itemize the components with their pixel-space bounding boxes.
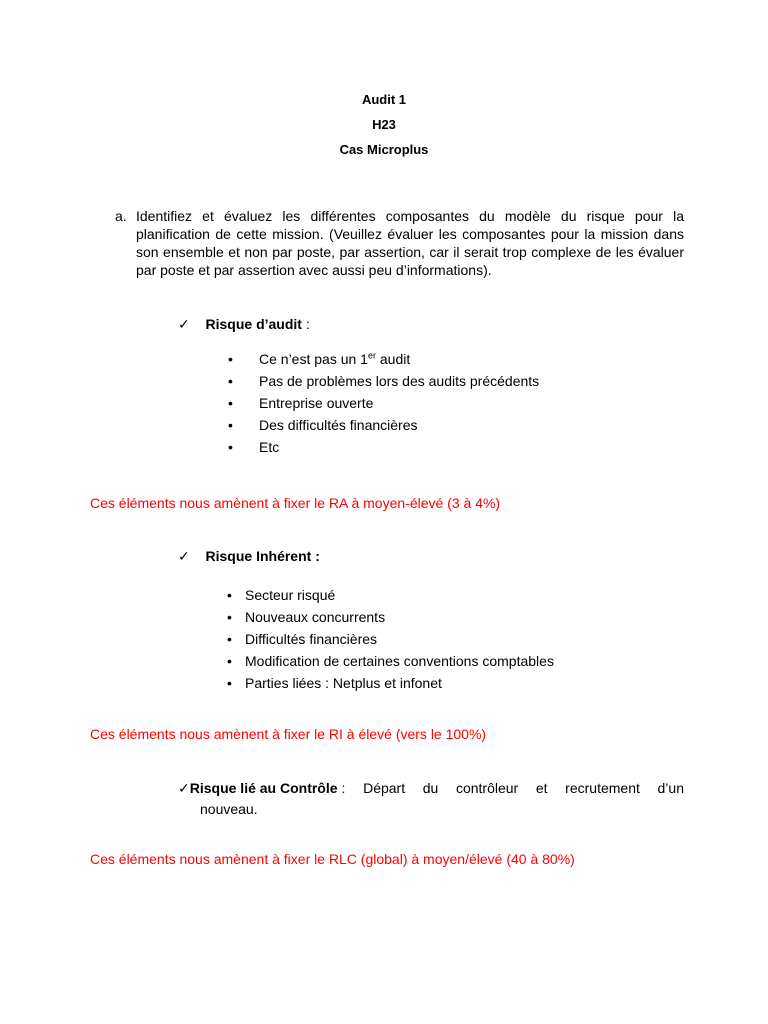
list-item — [227, 606, 554, 628]
list-item — [227, 650, 554, 672]
risque-audit-conclusion: Ces éléments nous amènent à fixer le RA à moyen-élevé (3 à 4%) — [90, 495, 501, 511]
risque-inherent-list — [227, 584, 554, 694]
bullet-icon: • — [227, 609, 232, 625]
risque-controle-paragraph — [178, 778, 684, 820]
list-item-text: Pas de problèmes lors des audits précédents — [259, 373, 540, 389]
list-item — [227, 628, 554, 650]
list-item-text: Modification de certaines conventions comptables — [245, 653, 554, 669]
checkmark-icon: ✓ — [178, 780, 190, 796]
list-item — [228, 348, 539, 370]
risque-controle-text: : Départ du contrôleur et recrutement d’un — [341, 780, 684, 796]
checkmark-icon: ✓ — [178, 548, 190, 564]
bullet-icon: • — [227, 675, 232, 691]
list-item — [228, 370, 539, 392]
list-item-superscript: er — [367, 350, 376, 361]
bullet-icon: • — [228, 373, 233, 389]
bullet-icon: • — [227, 631, 232, 647]
checkmark-icon: ✓ — [178, 316, 190, 332]
risque-inherent-heading: Risque Inhérent : — [205, 548, 320, 564]
list-item-text: Nouveaux concurrents — [245, 609, 386, 625]
bullet-icon: • — [227, 653, 232, 669]
bullet-icon: • — [228, 417, 233, 433]
risque-audit-list — [228, 348, 539, 458]
doc-title-case: Cas Microplus — [339, 142, 429, 157]
list-item — [228, 392, 539, 414]
bullet-icon: • — [228, 351, 233, 367]
risque-inherent-conclusion: Ces éléments nous amènent à fixer le RI à élevé (vers le 100%) — [90, 726, 487, 742]
list-item-text-suffix: audit — [375, 351, 411, 367]
question-letter: a. — [115, 208, 127, 224]
question-text: Identifiez et évaluez les différentes composantes du modèle du risque pour la planification de cette mission. (Veuillez évaluer les composantes pour la mission dans son ensemble et non par poste, par assertion, car il serait trop complexe de les évaluer par poste et par assertion avec aussi peu d’informations). — [136, 208, 684, 278]
list-item — [228, 436, 539, 458]
bullet-icon: • — [228, 395, 233, 411]
list-item — [227, 584, 554, 606]
risque-controle-text-continued: nouveau. — [200, 801, 258, 817]
risque-audit-heading: Risque d’audit — [205, 316, 302, 332]
doc-title-audit: Audit 1 — [361, 92, 407, 107]
list-item-text: Etc — [259, 439, 280, 455]
risque-controle-line1 — [178, 778, 684, 799]
doc-title-session: H23 — [372, 117, 396, 132]
list-item — [228, 414, 539, 436]
list-item-text: Ce n’est pas un 1 — [259, 351, 368, 367]
list-item-text: Difficultés financières — [245, 631, 378, 647]
list-item — [227, 672, 554, 694]
risque-controle-heading: Risque lié au Contrôle — [189, 780, 338, 796]
list-item-text: Entreprise ouverte — [259, 395, 374, 411]
list-item-text: Secteur risqué — [245, 587, 336, 603]
list-item-text: Parties liées : Netplus et infonet — [245, 675, 442, 691]
risque-audit-colon: : — [301, 316, 310, 332]
list-item-text: Des difficultés financières — [259, 417, 418, 433]
risque-inherent-heading-row — [178, 547, 320, 565]
bullet-icon: • — [228, 439, 233, 455]
bullet-icon: • — [227, 587, 232, 603]
risque-audit-heading-row — [178, 315, 310, 333]
risque-controle-conclusion: Ces éléments nous amènent à fixer le RLC (global) à moyen/élevé (40 à 80%) — [90, 851, 575, 867]
